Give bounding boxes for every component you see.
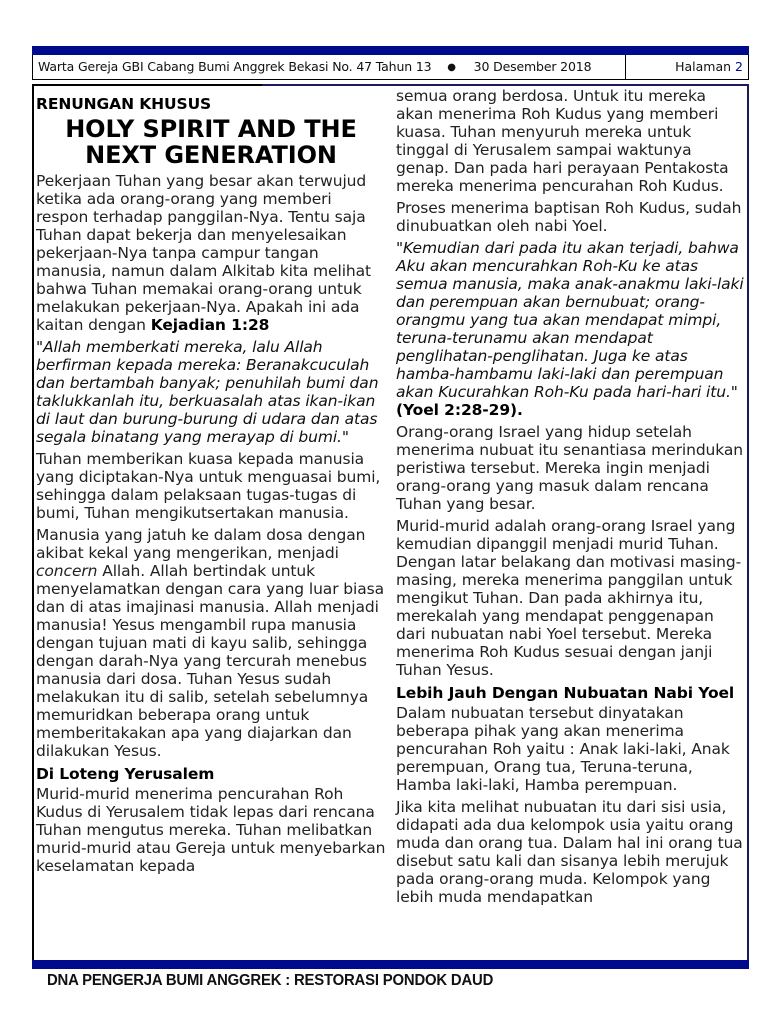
emphasis-text: concern	[36, 562, 98, 580]
title-line: NEXT GENERATION	[85, 141, 337, 169]
footer-slogan: DNA PENGERJA BUMI ANGGREK : RESTORASI PONDOK DAUD	[47, 972, 494, 989]
page-number: 2	[735, 59, 743, 74]
title-line: HOLY SPIRIT AND THE	[65, 115, 357, 143]
running-header	[32, 55, 749, 80]
publication-name: Warta Gereja GBI Cabang Bumi Anggrek Bekasi No. 47 Tahun 13	[38, 59, 432, 74]
column-right	[396, 87, 746, 910]
paragraph	[36, 172, 386, 334]
paragraph: semua orang berdosa. Untuk itu mereka akan menerima Roh Kudus yang memberi kuasa. Tuhan menyuruh mereka untuk tinggal di Yerusalem sampai waktunya genap. Dan pada hari perayaan Pentakosta mereka menerima pencurahan Roh Kudus.	[396, 87, 729, 195]
paragraph: Jika kita melihat nubuatan itu dari sisi usia, didapati ada dua kelompok usia yaitu orang muda dan orang tua. Dalam hal ini orang tua disebut satu kali dan sisanya lebih merujuk pada orang-orang muda. Kelompok yang lebih muda mendapatkan	[396, 798, 743, 906]
scripture-reference: Kejadian 1:28	[150, 316, 270, 334]
frame-border-right	[747, 84, 749, 960]
paragraph: Proses menerima baptisan Roh Kudus, sudah dinubuatkan oleh nabi Yoel.	[396, 199, 742, 235]
scripture-reference: (Yoel 2:28-29).	[396, 401, 523, 419]
subheading: Lebih Jauh Dengan Nubuatan Nabi Yoel	[396, 684, 735, 702]
section-kicker: RENUNGAN KHUSUS	[36, 95, 212, 113]
subheading: Di Loteng Yerusalem	[36, 765, 215, 783]
frame-border-left	[32, 84, 34, 960]
paragraph: Murid-murid adalah orang-orang Israel yang kemudian dipanggil menjadi murid Tuhan. Dengan latar belakang dan motivasi masing-masing, mereka menerima panggilan untuk mengikut Tuhan. Dan pada akhirnya itu, merekalah yang mendapat penggenapan dari nubuatan nabi Yoel tersebut. Mereka menerima Roh Kudus sesuai dengan janji Tuhan Yesus.	[396, 517, 742, 679]
page-label: Halaman	[675, 59, 732, 74]
header-publication-cell	[33, 55, 626, 79]
paragraph: Murid-murid menerima pencurahan Roh Kudus di Yerusalem tidak lepas dari rencana Tuhan mengutus mereka. Tuhan melibatkan murid-murid atau Gereja untuk menyebarkan keselamatan kepada	[36, 785, 386, 875]
scripture-quote-block	[396, 239, 746, 419]
paragraph-text: Pekerjaan Tuhan yang besar akan terwujud ketika ada orang-orang yang memberi respon terhadap panggilan-Nya. Tentu saja Tuhan dapat bekerja dan menyelesaikan pekerjaan-Nya tanpa campur tangan manusia, namun dalam Alkitab kita melihat bahwa Tuhan memakai orang-orang untuk melakukan pekerjaan-Nya. Apakah ini ada kaitan dengan	[36, 172, 372, 334]
page-number-cell	[626, 55, 748, 79]
frame-divider	[262, 84, 749, 86]
footer-bar	[32, 960, 749, 969]
paragraph: Orang-orang Israel yang hidup setelah menerima nubuat itu senantiasa merindukan peristiwa tersebut. Mereka ingin menjadi orang-orang yang masuk dalam rencana Tuhan yang besar.	[396, 423, 744, 513]
scripture-quote: "Kemudian dari pada itu akan terjadi, bahwa Aku akan mencurahkan Roh-Ku ke atas semua manusia, maka anak-anakmu laki-laki dan perempuan akan bernubuat; orang-orangmu yang tua akan mendapat mimpi, teruna-terunamu akan mendapat penglihatan-penglihatan. Juga ke atas hamba-hambamu laki-laki dan perempuan akan Kucurahkan Roh-Ku pada hari-hari itu."	[396, 239, 744, 401]
bullet-separator: ●	[447, 62, 456, 73]
column-left	[36, 94, 386, 879]
scripture-quote: "Allah memberkati mereka, lalu Allah berfirman kepada mereka: Beranakcuculah dan bertambah banyak; penuhilah bumi dan taklukkanlah itu, berkuasalah atas ikan-ikan di laut dan burung-burung di udara dan atas segala binatang yang merayap di bumi."	[36, 338, 379, 446]
header-top-bar	[32, 46, 749, 55]
article-title	[36, 116, 386, 168]
paragraph: Tuhan memberikan kuasa kepada manusia yang diciptakan-Nya untuk menguasai bumi, sehingga dalam pelaksaan tugas-tugas di bumi, Tuhan mengikutsertakan manusia.	[36, 450, 381, 522]
issue-date: 30 Desember 2018	[473, 59, 592, 74]
paragraph-text: Manusia yang jatuh ke dalam dosa dengan akibat kekal yang mengerikan, menjadi	[36, 526, 366, 562]
paragraph-text: Allah. Allah bertindak untuk menyelamatkan dengan cara yang luar biasa dan di atas imajinasi manusia. Allah menjadi manusia! Yesus mengambil rupa manusia dengan tujuan mati di kayu salib, sehingga dengan darah-Nya yang tercurah menebus manusia dari dosa. Tuhan Yesus sudah melakukan itu di salib, setelah sebelumnya memuridkan beberapa orang untuk memberitakakan apa yang diajarkan dan dilakukan Yesus.	[36, 562, 385, 760]
frame-divider	[32, 84, 262, 86]
paragraph: Dalam nubuatan tersebut dinyatakan beberapa pihak yang akan menerima pencurahan Roh yaitu : Anak laki-laki, Anak perempuan, Orang tua, Teruna-teruna, Hamba laki-laki, Hamba perempuan.	[396, 704, 730, 794]
paragraph	[36, 526, 386, 760]
